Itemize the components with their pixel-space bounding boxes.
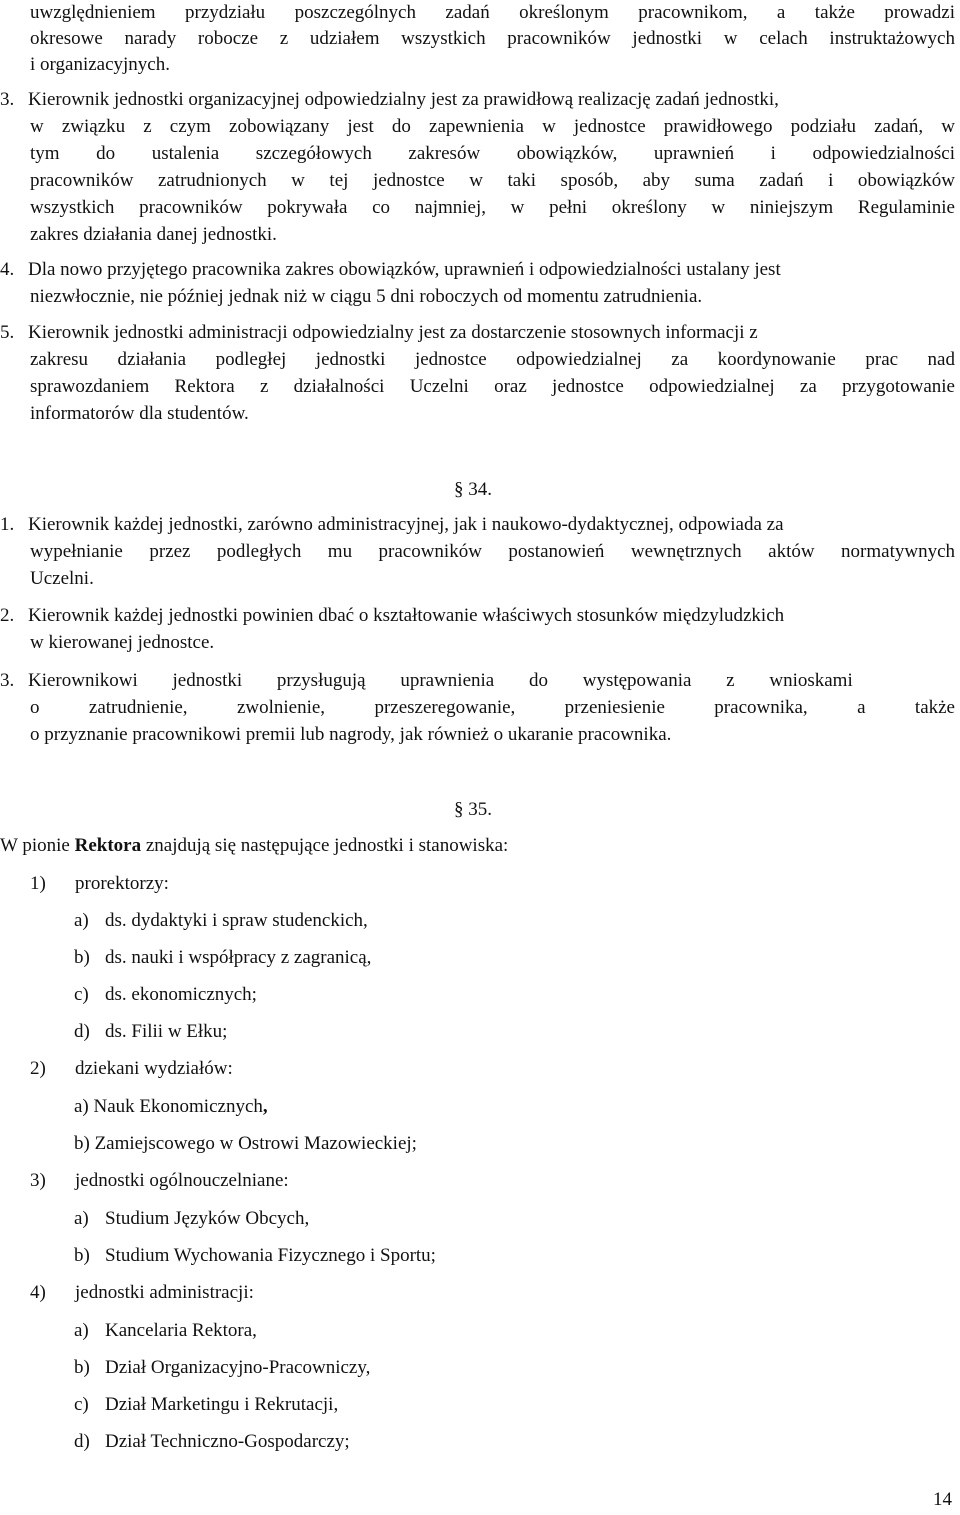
paragraph-line: zakres działania danej jednostki. [30,224,277,245]
sub-list-item: d) Dział Techniczno-Gospodarczy; [74,1431,350,1452]
paragraph-4-line-1: 4. Dla nowo przyjętego pracownika zakres obowiązków, uprawnień i odpowiedzialności ustalany jest [30,257,955,283]
sub-list-item: a) Kancelaria Rektora, [74,1320,257,1341]
paragraph-line: sprawozdaniem Rektora z działalności Uczelni oraz jednostce odpowiedzialnej za przygotowanie [30,376,955,397]
paragraph-line: w kierowanej jednostce. [30,632,215,653]
paragraph-line: w związku z czym zobowiązany jest do zapewnienia w jednostce prawidłowego podziału zadań, w [30,116,955,137]
list-item: 1) prorektorzy: [30,873,169,894]
paragraph-number: 3. [0,89,15,110]
section-34-paragraph-2-line-1: 2. Kierownik każdej jednostki powinien dbać o kształtowanie właściwych stosunków międzyludzkich [30,603,955,629]
sub-list-item: c) Dział Marketingu i Rekrutacji, [74,1394,339,1415]
section-34-paragraph-3-line-1: 3. Kierownikowi jednostki przysługują uprawnienia do występowania z wnioskami [30,668,955,694]
sub-list-item: b) Dział Organizacyjno-Pracowniczy, [74,1357,371,1378]
paragraph-number: 3. [0,670,15,691]
sub-list-item: a) Studium Języków Obcych, [74,1208,310,1229]
list-item: 2) dziekani wydziałów: [30,1058,233,1079]
paragraph-line: o zatrudnienie, zwolnienie, przeszeregowanie, przeniesienie pracownika, a także [30,697,955,718]
sub-list-item: b) Studium Wychowania Fizycznego i Sportu; [74,1245,436,1266]
paragraph-line: Uczelni. [30,568,94,589]
list-item: 4) jednostki administracji: [30,1282,254,1303]
paragraph-line: okresowe narady robocze z udziałem wszystkich pracowników jednostki w celach instruktażowych [30,28,955,49]
paragraph-number: 4. [0,259,15,280]
sub-list-item: a) ds. dydaktyki i spraw studenckich, [74,910,368,931]
bold-term: Rektora [74,835,142,856]
sub-list-item: b) ds. nauki i współpracy z zagranicą, [74,947,372,968]
paragraph-line: uwzględnieniem przydziału poszczególnych zadań określonym pracownikom, a także prowadzi [30,2,955,23]
list-item: 3) jednostki ogólnouczelniane: [30,1170,289,1191]
paragraph-line: i organizacyjnych. [30,54,170,75]
paragraph-line: tym do ustalenia szczegółowych zakresów obowiązków, uprawnień i odpowiedzialności [30,143,955,164]
paragraph-line: o przyznanie pracownikowi premii lub nagrody, jak również o ukaranie pracownika. [30,724,672,745]
paragraph-line: informatorów dla studentów. [30,403,249,424]
paragraph-line: zakresu działania podległej jednostki jednostce odpowiedzialnej za koordynowanie prac nad [30,349,955,370]
paragraph-5-line-1: 5. Kierownik jednostki administracji odpowiedzialny jest za dostarczenie stosownych informacji z [30,320,955,346]
section-heading-35: § 35. [454,799,492,820]
sub-list-item: a) Nauk Ekonomicznych, [74,1096,268,1117]
paragraph-3-line-1: 3. Kierownik jednostki organizacyjnej odpowiedzialny jest za prawidłową realizację zadań jednostki, [30,87,955,113]
sub-list-item: d) ds. Filii w Ełku; [74,1021,228,1042]
paragraph-number: 5. [0,322,15,343]
paragraph-line: pracowników zatrudnionych w tej jednostce w taki sposób, aby suma zadań i obowiązków [30,170,955,191]
paragraph-number: 2. [0,605,15,626]
paragraph-line: wypełnianie przez podległych mu pracowników postanowień wewnętrznych aktów normatywnych [30,541,955,562]
section-34-paragraph-1-line-1: 1. Kierownik każdej jednostki, zarówno administracyjnej, jak i naukowo-dydaktycznej, odpowiada za [30,512,955,538]
paragraph-line: wszystkich pracowników pokrywała co najmniej, w pełni określony w niniejszym Regulaminie [30,197,955,218]
section-heading-34: § 34. [454,479,492,500]
page-number: 14 [933,1489,952,1510]
paragraph-number: 1. [0,514,15,535]
sub-list-item: c) ds. ekonomicznych; [74,984,257,1005]
paragraph-line: niezwłocznie, nie później jednak niż w ciągu 5 dni roboczych od momentu zatrudnienia. [30,286,703,307]
sub-list-item: b) Zamiejscowego w Ostrowi Mazowieckiej; [74,1133,417,1154]
section-35-intro: W pionie Rektora znajdują się następujące jednostki i stanowiska: [0,835,509,856]
